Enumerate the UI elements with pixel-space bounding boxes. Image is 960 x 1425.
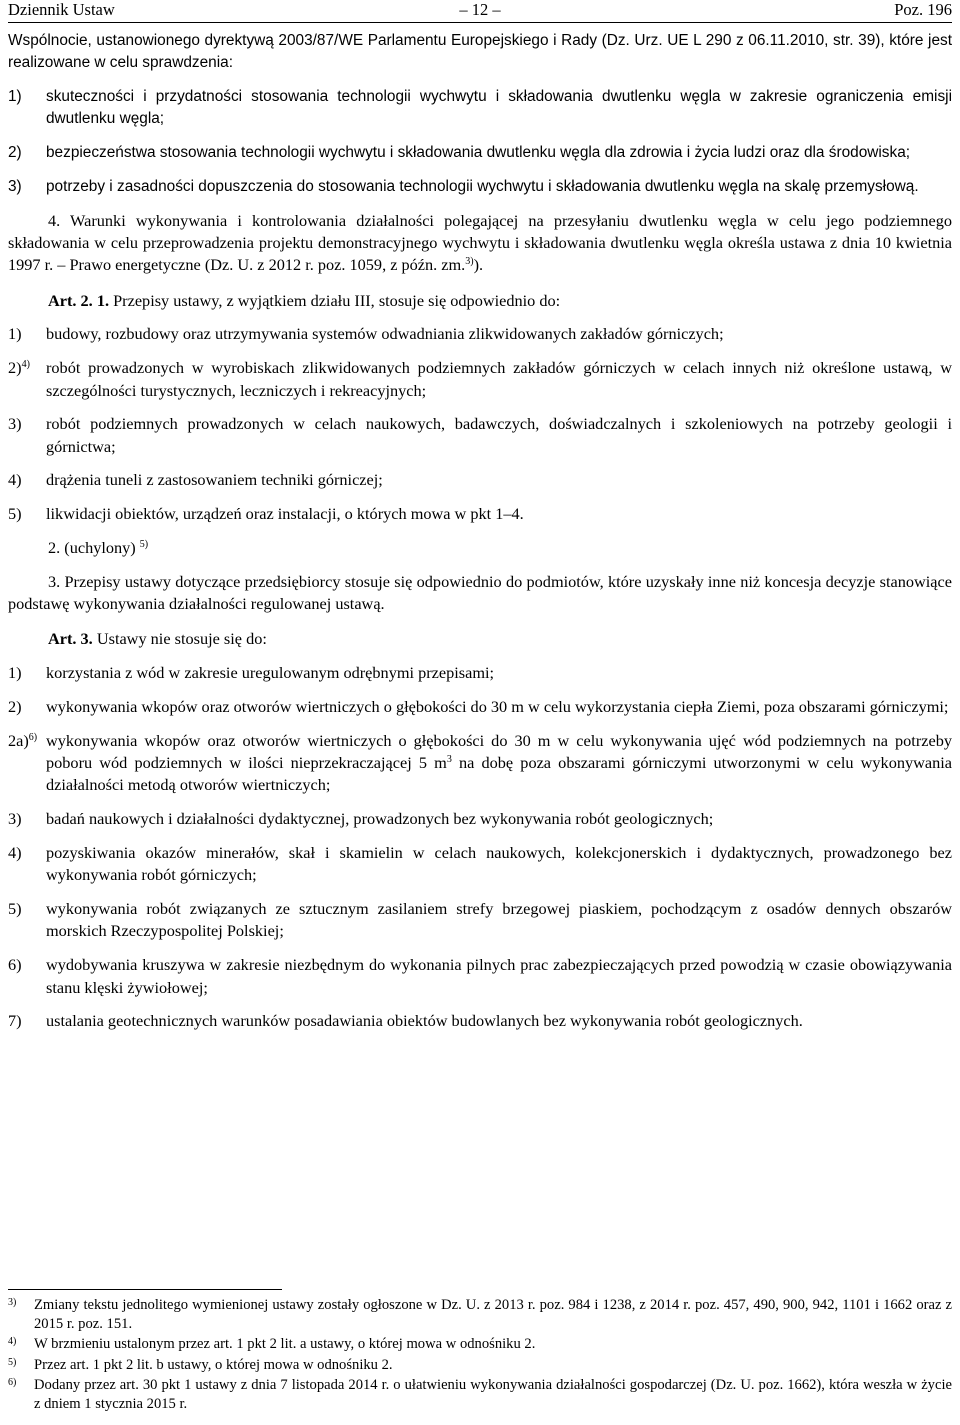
item-text: robót prowadzonych w wyrobiskach zlikwidowanych podziemnych zakładów górniczych w celach innych niż określone ustawą, w szczególności turystycznych, leczniczych i rekreacyjnych; xyxy=(46,358,952,400)
item-number: 1) xyxy=(8,663,22,683)
item-number: 3) xyxy=(8,809,22,829)
document-page xyxy=(8,0,952,1412)
item-text: skuteczności i przydatności stosowania technologii wychwytu i składowania dwutlenku węgla w zakresie ograniczenia emisji dwutlenku węgla; xyxy=(46,88,952,128)
paragraph-4 xyxy=(8,210,952,277)
item-number: 2)$^{4)}$ xyxy=(8,358,30,378)
item-text: korzystania z wód w zakresie uregulowanym odrębnymi przepisami; xyxy=(46,663,495,683)
item-text: wydobywania kruszywa w zakresie niezbędnym do wykonania pilnych prac zabezpieczających przed powodzią w czasie obowiązywania stanu klęski żywiołowej; xyxy=(46,955,952,997)
item-text: badań naukowych i działalności dydaktycznej, prowadzonych bez wykonywania robót geologicznych; xyxy=(46,809,714,829)
art-3-heading xyxy=(8,628,952,650)
art-3-item xyxy=(8,730,952,797)
item-number: 2) xyxy=(8,144,22,162)
item-text: wykonywania robót związanych ze sztucznym zasilaniem strefy brzegowej piaskiem, pochodzącym z osadów dennych obszarów morskich Rzeczypospolitej Polskiej; xyxy=(46,899,952,941)
item-text: potrzeby i zasadności dopuszczenia do stosowania technologii wychwytu i składowania dwutlenku węgla na skalę przemysłową. xyxy=(46,177,919,195)
art-2-paragraph-3: 3. Przepisy ustawy dotyczące przedsiębiorcy stosuje się odpowiednio do podmiotów, które uzyskały inne niż koncesja decyzje stanowiące podstawę wykonywania działalności regulowanej ustawą. xyxy=(8,571,952,614)
footnote-number: 5) xyxy=(8,1356,17,1368)
art-2-item xyxy=(8,323,952,345)
position-number: Poz. 196 xyxy=(894,0,952,19)
item-number: 1) xyxy=(8,324,22,344)
art-2-paragraph-2 xyxy=(8,537,952,559)
page-number: – 12 – xyxy=(459,0,501,19)
header-rule xyxy=(8,22,952,23)
document-body xyxy=(8,30,952,1033)
item-text: bezpieczeństwa stosowania technologii wychwytu i składowania dwutlenku węgla dla zdrowia i życia ludzi oraz dla środowiska; xyxy=(46,144,911,162)
footnotes xyxy=(8,1296,952,1415)
superscript: 3 xyxy=(446,754,452,766)
art-3-item xyxy=(8,662,952,684)
paragraph-text: 2. (uchylony) xyxy=(48,538,136,558)
art-2-item xyxy=(8,503,952,525)
item-number: 7) xyxy=(8,1011,22,1031)
footnote-text: Zmiany tekstu jednolitego wymienionej ustawy zostały ogłoszone w Dz. U. z 2013 r. poz. 984 i 1238, z 2014 r. poz. 457, 490, 900, 942, 1101 i 1662 oraz z 2015 r. poz. 151. xyxy=(34,1297,952,1332)
intro-item xyxy=(8,176,952,198)
art-3-item xyxy=(8,808,952,830)
article-label: Art. 2. 1. xyxy=(48,290,110,310)
item-number: 2) xyxy=(8,697,22,717)
footnote-text: W brzmieniu ustalonym przez art. 1 pkt 2 lit. a ustawy, o której mowa w odnośniku 2. xyxy=(34,1336,536,1353)
art-3-item xyxy=(8,1010,952,1032)
item-number: 6) xyxy=(8,955,22,975)
article-text: Przepisy ustawy, z wyjątkiem działu III, stosuje się odpowiednio do: xyxy=(113,290,561,310)
journal-title: Dziennik Ustaw xyxy=(8,0,115,19)
item-number: 2a)$^{6)}$ xyxy=(8,730,38,750)
footnote-ref: 3) xyxy=(465,256,474,268)
item-text: budowy, rozbudowy oraz utrzymywania systemów odwadniania zlikwidowanych zakładów górniczych; xyxy=(46,324,724,344)
art-2-item xyxy=(8,413,952,458)
item-text: wykonywania wkopów oraz otworów wiertniczych o głębokości do 30 m w celu wykonywania ujęć wód podziemnych na potrzeby poboru wód podziemnych w ilości nieprzekraczającej 5 $m^3$ na dobę poza obszarami górniczymi utworzonymi w celu wykonywania działalności metodą otworów wiertniczych; xyxy=(46,730,952,795)
item-text: drążenia tuneli z zastosowaniem techniki górniczej; xyxy=(46,470,383,490)
item-number: 4) xyxy=(8,843,22,863)
footnote xyxy=(8,1335,952,1354)
item-text: pozyskiwania okazów minerałów, skał i skamielin w celach naukowych, kolekcjonerskich i dydaktycznych, prowadzonego bez wykonywania robót górniczych; xyxy=(46,843,952,885)
art-3-item xyxy=(8,842,952,887)
footnote-text: Dodany przez art. 30 pkt 1 ustawy z dnia 7 listopada 2014 r. o ułatwieniu wykonywania działalności gospodarczej (Dz. U. poz. 1662), która weszła w życie z dniem 1 stycznia 2015 r. xyxy=(34,1376,952,1412)
item-number: 4) xyxy=(8,470,22,490)
art-2-heading xyxy=(8,290,952,312)
footnote-ref: 5) xyxy=(139,539,149,551)
paragraph-4-tail: ). xyxy=(473,255,484,275)
footnote-rule xyxy=(8,1289,282,1290)
art-2-item xyxy=(8,469,952,491)
page-header xyxy=(8,0,952,22)
intro-item xyxy=(8,142,952,164)
art-2-item xyxy=(8,357,952,402)
footnote-number: 3) xyxy=(8,1297,17,1308)
article-label: Art. 3. xyxy=(48,629,93,649)
article-text: Ustawy nie stosuje się do: xyxy=(96,629,267,649)
item-text: likwidacji obiektów, urządzeń oraz instalacji, o których mowa w pkt 1–4. xyxy=(46,504,524,524)
item-number: 5) xyxy=(8,899,22,919)
art-3-item xyxy=(8,696,952,718)
intro-item xyxy=(8,86,952,131)
item-text: ustalania geotechnicznych warunków posadawiania obiektów budowlanych bez wykonywania robót geologicznych. xyxy=(46,1011,803,1031)
footnote-ref: 4) xyxy=(21,359,30,371)
intro-text: Wspólnocie, ustanowionego dyrektywą 2003/87/WE Parlamentu Europejskiego i Rady (Dz. Urz. UE L 290 z 06.11.2010, str. 39), które jest realizowane w celu sprawdzenia: xyxy=(8,32,952,72)
footnote-number: 6) xyxy=(8,1376,17,1388)
art-3-item xyxy=(8,898,952,943)
art-3-item xyxy=(8,954,952,999)
item-number: 3) xyxy=(8,177,22,195)
item-text: robót podziemnych prowadzonych w celach naukowych, badawczych, doświadczalnych i szkoleniowych na potrzeby geologii i górnictwa; xyxy=(46,414,952,456)
footnote-ref: 6) xyxy=(28,731,38,743)
item-number: 3) xyxy=(8,414,22,434)
footnote-number: 4) xyxy=(8,1336,17,1348)
footnote xyxy=(8,1356,952,1375)
footnote xyxy=(8,1376,952,1414)
item-text: wykonywania wkopów oraz otworów wiertniczych o głębokości do 30 m w celu wykorzystania ciepła Ziemi, poza obszarami górniczymi; xyxy=(46,697,949,717)
item-number: 1) xyxy=(8,88,22,106)
item-number: 5) xyxy=(8,504,22,524)
paragraph-4-text: 4. Warunki wykonywania i kontrolowania działalności polegającej na przesyłaniu dwutlenku węgla w celu jego podziemnego składowania w celu przeprowadzenia projektu demonstracyjnego wychwytu i składowania dwutlenku węgla określa ustawa z dnia 10 kwietnia 1997 r. – Prawo energetyczne (Dz. U. z 2012 r. poz. 1059, z późn. zm. xyxy=(8,210,952,275)
footnote xyxy=(8,1296,952,1334)
footnote-text: Przez art. 1 pkt 2 lit. b ustawy, o której mowa w odnośniku 2. xyxy=(34,1356,393,1373)
